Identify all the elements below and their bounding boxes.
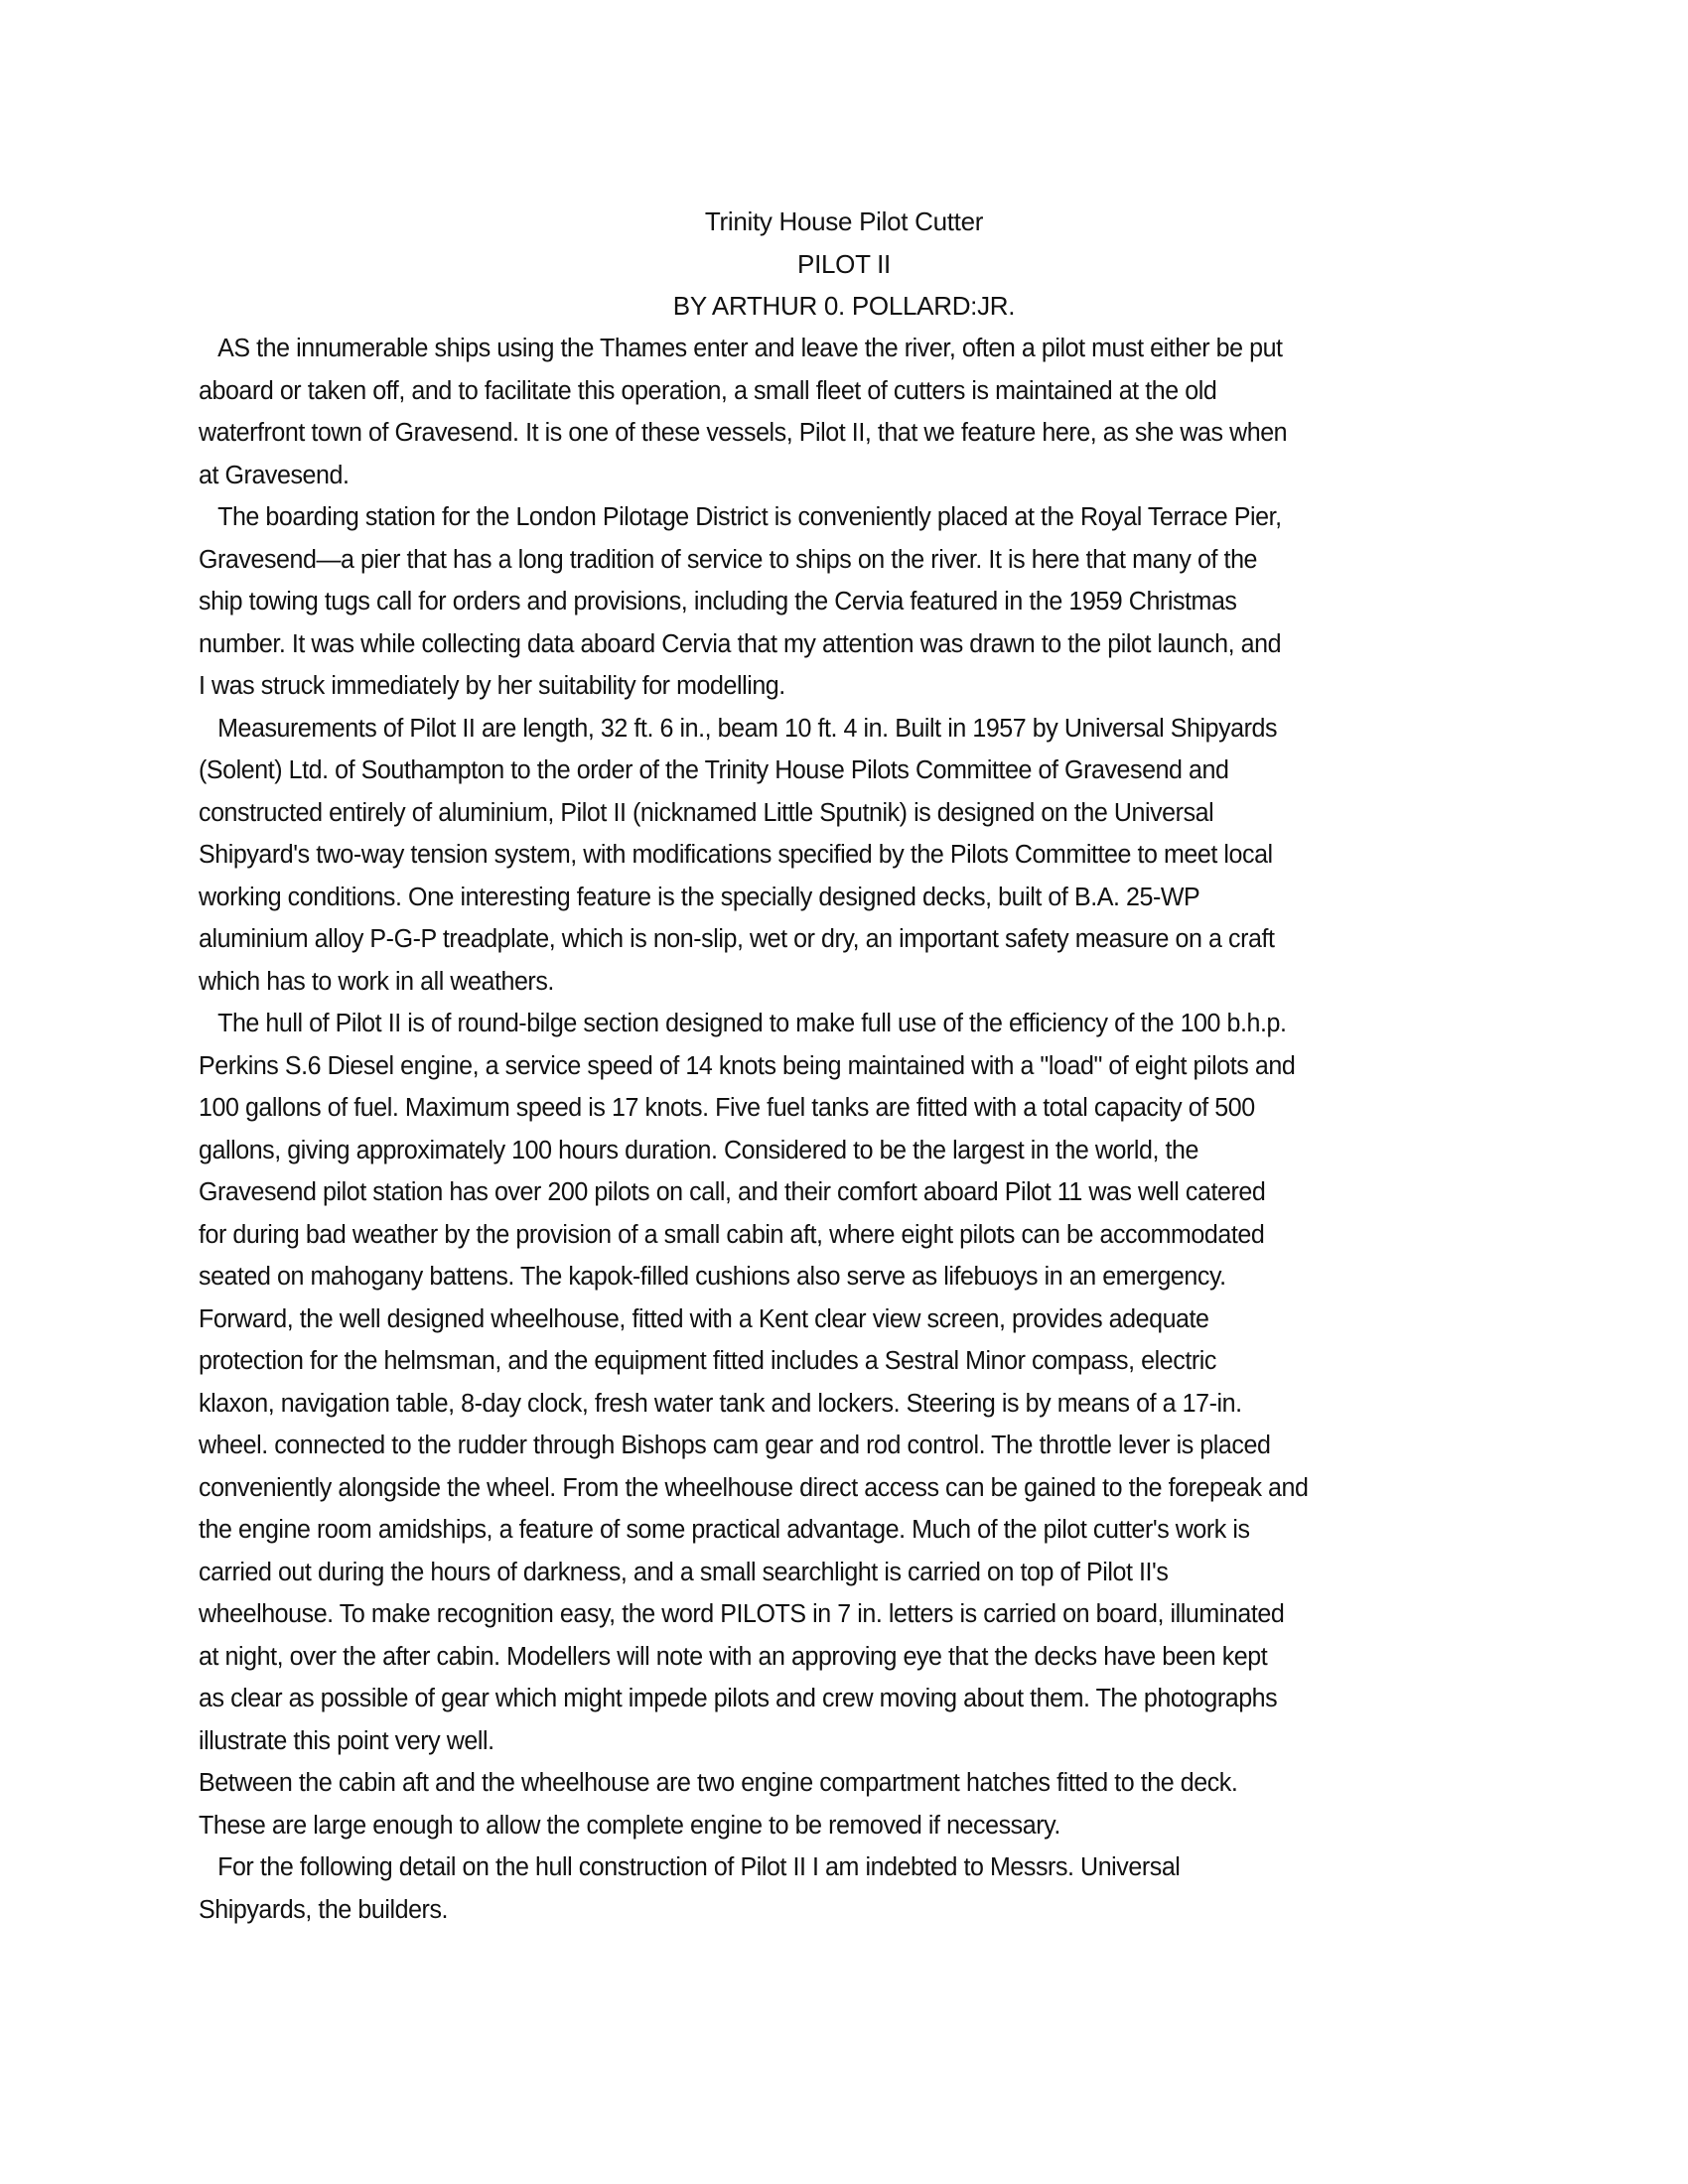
text-line: number. It was while collecting data aboard Cervia that my attention was drawn to the pilot launch, and [199, 627, 1282, 658]
text-line: I was struck immediately by her suitability for modelling. [199, 670, 785, 700]
text-line: Perkins S.6 Diesel engine, a service speed of 14 knots being maintained with a "load" of eight pilots and [199, 1049, 1296, 1080]
text-line: as clear as possible of gear which might impede pilots and crew moving about them. The photographs [199, 1683, 1278, 1712]
document-title: Trinity House Pilot Cutter [704, 206, 984, 236]
text-line: gallons, giving approximately 100 hours duration. Considered to be the largest in the world, the [199, 1134, 1198, 1164]
text-line: seated on mahogany battens. The kapok-filled cushions also serve as lifebuoys in an emergency. [199, 1261, 1226, 1291]
paragraph-first-line: The boarding station for the London Pilotage District is conveniently placed at the Royal Terrace Pier, [217, 501, 1282, 531]
text-line: for during bad weather by the provision of a small cabin aft, where eight pilots can be accommodated [199, 1218, 1265, 1249]
text-line: at Gravesend. [199, 459, 350, 489]
text-line: constructed entirely of aluminium, Pilot II (nicknamed Little Sputnik) is designed on the Universal [199, 796, 1214, 827]
text-line: These are large enough to allow the complete engine to be removed if necessary. [199, 1809, 1060, 1840]
text-line: Shipyard's two-way tension system, with modifications specified by the Pilots Committee to meet local [199, 839, 1273, 869]
text-line: wheelhouse. To make recognition easy, the word PILOTS in 7 in. letters is carried on board, illuminated [199, 1598, 1285, 1628]
article-body [199, 327, 1509, 1930]
text-line: Forward, the well designed wheelhouse, fitted with a Kent clear view screen, provides adequate [199, 1302, 1209, 1333]
title-block [0, 201, 1688, 328]
text-line: Between the cabin aft and the wheelhouse are two engine compartment hatches fitted to the deck. [199, 1767, 1238, 1797]
text-line: Gravesend pilot station has over 200 pilots on call, and their comfort aboard Pilot 11 was well catered [199, 1176, 1266, 1206]
text-line: 100 gallons of fuel. Maximum speed is 17 knots. Five fuel tanks are fitted with a total capacity of 500 [199, 1092, 1255, 1122]
document-byline: BY ARTHUR 0. POLLARD:JR. [672, 291, 1016, 321]
document-subtitle: PILOT II [797, 248, 891, 279]
paragraph-first-line: AS the innumerable ships using the Thames enter and leave the river, often a pilot must either be put [217, 333, 1283, 362]
text-line: carried out during the hours of darkness, and a small searchlight is carried on top of Pilot II's [199, 1556, 1169, 1586]
text-line: ship towing tugs call for orders and provisions, including the Cervia featured in the 1959 Christmas [199, 586, 1237, 615]
text-line: (Solent) Ltd. of Southampton to the order of the Trinity House Pilots Committee of Gravesend and [199, 754, 1229, 784]
text-line: working conditions. One interesting feature is the specially designed decks, built of B.A. 25-WP [199, 881, 1200, 911]
text-line: at night, over the after cabin. Modellers will note with an approving eye that the decks have been kept [199, 1640, 1268, 1671]
text-line: illustrate this point very well. [199, 1724, 494, 1755]
paragraph-first-line: For the following detail on the hull construction of Pilot II I am indebted to Messrs. Universal [217, 1851, 1181, 1881]
text-line: conveniently alongside the wheel. From the wheelhouse direct access can be gained to the forepeak and [199, 1471, 1309, 1502]
text-line: Gravesend—a pier that has a long tradition of service to ships on the river. It is here that many of the [199, 543, 1258, 574]
paragraph-first-line: Measurements of Pilot II are length, 32 ft. 6 in., beam 10 ft. 4 in. Built in 1957 by Universal Shipyards [217, 712, 1278, 743]
text-line: waterfront town of Gravesend. It is one of these vessels, Pilot II, that we feature here, as she was when [199, 417, 1288, 447]
text-line: wheel. connected to the rudder through Bishops cam gear and rod control. The throttle lever is placed [199, 1430, 1271, 1459]
text-line: the engine room amidships, a feature of some practical advantage. Much of the pilot cutter's work is [199, 1514, 1250, 1544]
text-line: klaxon, navigation table, 8-day clock, fresh water tank and lockers. Steering is by means of a 17-in. [199, 1387, 1242, 1418]
paragraph-first-line: The hull of Pilot II is of round-bilge section designed to make full use of the efficiency of the 100 b.h.p. [217, 1008, 1287, 1037]
text-line: aluminium alloy P-G-P treadplate, which is non-slip, wet or dry, an important safety measure on a craft [199, 923, 1275, 953]
text-line: Shipyards, the builders. [199, 1893, 449, 1924]
text-line: which has to work in all weathers. [199, 965, 554, 996]
text-line: aboard or taken off, and to facilitate this operation, a small fleet of cutters is maintained at the old [199, 374, 1217, 405]
text-line: protection for the helmsman, and the equipment fitted includes a Sestral Minor compass, electric [199, 1345, 1216, 1375]
